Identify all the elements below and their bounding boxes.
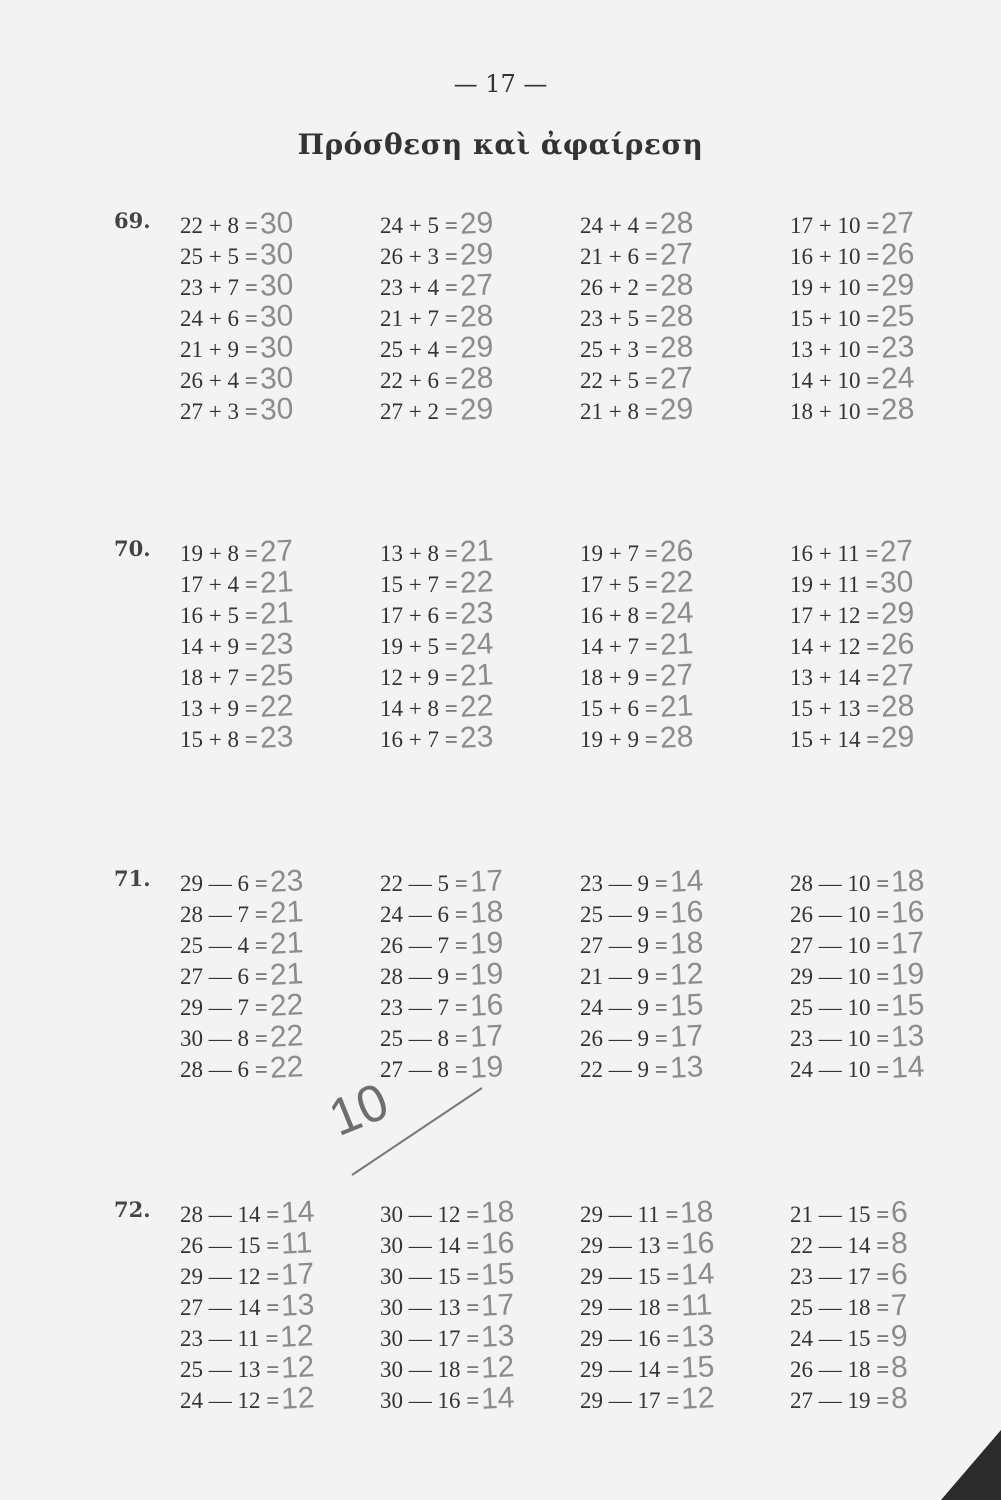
page-title: Πρόσθεση καὶ ἀφαίρεση: [297, 128, 704, 161]
handwritten-answer: 29: [458, 237, 494, 272]
handwritten-answer: 17: [480, 1288, 516, 1323]
page-corner-shadow: [941, 1430, 1001, 1500]
handwritten-answer: 26: [880, 627, 916, 662]
problem-expression: 28 — 7 =: [180, 902, 268, 927]
problem-expression: 25 — 10 =: [790, 995, 890, 1020]
handwritten-answer: 28: [880, 689, 916, 724]
problem-expression: 23 — 9 =: [580, 871, 668, 896]
exercise-number: 70.: [114, 536, 151, 561]
handwritten-answer: 8: [890, 1226, 909, 1261]
handwritten-answer: 23: [458, 720, 494, 755]
problem-expression: 21 + 7 =: [380, 306, 458, 331]
problem-expression: 17 + 12 =: [790, 603, 880, 628]
handwritten-answer: 23: [258, 720, 294, 755]
problem-expression: 23 — 7 =: [380, 995, 468, 1020]
problem-expression: 29 — 13 =: [580, 1233, 680, 1258]
handwritten-answer: 24: [658, 596, 694, 631]
handwritten-answer: 22: [268, 1019, 304, 1054]
handwritten-answer: 12: [680, 1381, 716, 1416]
handwritten-answer: 21: [458, 534, 494, 569]
handwritten-answer: 17: [668, 1019, 704, 1054]
problem-expression: 16 + 11 =: [790, 541, 879, 566]
handwritten-answer: 17: [468, 864, 504, 899]
handwritten-answer: 27: [658, 237, 694, 272]
handwritten-answer: 24: [880, 361, 916, 396]
handwritten-answer: 14: [280, 1195, 316, 1230]
problem-expression: 22 — 9 =: [580, 1057, 668, 1082]
handwritten-answer: 13: [280, 1288, 316, 1323]
problem-expression: 14 + 8 =: [380, 696, 458, 721]
problem-expression: 23 + 4 =: [380, 275, 458, 300]
handwritten-answer: 23: [458, 596, 494, 631]
handwritten-answer: 19: [468, 1050, 504, 1085]
problem-expression: 24 — 6 =: [380, 902, 468, 927]
handwritten-answer: 22: [268, 1050, 304, 1085]
problem-expression: 29 — 15 =: [580, 1264, 680, 1289]
problem-expression: 30 — 14 =: [380, 1233, 480, 1258]
handwritten-answer: 29: [458, 392, 494, 427]
handwritten-answer: 17: [468, 1019, 504, 1054]
handwritten-answer: 14: [480, 1381, 516, 1416]
handwritten-answer: 25: [880, 299, 916, 334]
problem-expression: 22 + 6 =: [380, 368, 458, 393]
handwritten-answer: 27: [258, 534, 294, 569]
problem-expression: 16 + 7 =: [380, 727, 458, 752]
handwritten-answer: 30: [258, 206, 294, 241]
handwritten-answer: 16: [890, 895, 926, 930]
problem-expression: 28 — 10 =: [790, 871, 890, 896]
problem-expression: 24 — 10 =: [790, 1057, 890, 1082]
problem-expression: 14 + 12 =: [790, 634, 880, 659]
handwritten-answer: 22: [658, 565, 694, 600]
handwritten-answer: 28: [658, 268, 694, 303]
problem-expression: 30 — 18 =: [380, 1357, 480, 1382]
handwritten-answer: 22: [458, 689, 494, 724]
problem-expression: 17 + 5 =: [580, 572, 658, 597]
problem-expression: 27 — 19 =: [790, 1388, 890, 1413]
problem-expression: 29 — 17 =: [580, 1388, 680, 1413]
handwritten-answer: 6: [890, 1257, 909, 1292]
handwritten-answer: 7: [890, 1288, 909, 1323]
handwritten-answer: 28: [658, 720, 694, 755]
problem-expression: 19 + 11 =: [790, 572, 879, 597]
problem-expression: 14 + 9 =: [180, 634, 258, 659]
problem-expression: 21 — 15 =: [790, 1202, 890, 1227]
handwritten-answer: 18: [679, 1195, 715, 1230]
problem-expression: 27 — 6 =: [180, 964, 268, 989]
problem-expression: 30 — 8 =: [180, 1026, 268, 1051]
problem-expression: 19 + 8 =: [180, 541, 258, 566]
problem-expression: 30 — 13 =: [380, 1295, 480, 1320]
problem-expression: 27 + 2 =: [380, 399, 458, 424]
problem-expression: 28 — 9 =: [380, 964, 468, 989]
handwritten-answer: 21: [658, 689, 694, 724]
handwritten-answer: 30: [879, 565, 915, 600]
handwritten-answer: 15: [890, 988, 926, 1023]
handwritten-answer: 19: [890, 957, 926, 992]
problem-expression: 13 + 8 =: [380, 541, 458, 566]
problem-expression: 25 + 3 =: [580, 337, 658, 362]
handwritten-answer: 16: [668, 895, 704, 930]
handwritten-answer: 21: [658, 627, 694, 662]
exercise-number: 72.: [114, 1197, 151, 1222]
handwritten-answer: 28: [658, 330, 694, 365]
handwritten-answer: 21: [258, 565, 294, 600]
problem-expression: 29 — 16 =: [580, 1326, 680, 1351]
problem-expression: 22 + 8 =: [180, 213, 258, 238]
problem-expression: 24 + 4 =: [580, 213, 658, 238]
handwritten-answer: 18: [468, 895, 504, 930]
problem-expression: 26 + 3 =: [380, 244, 458, 269]
handwritten-answer: 12: [279, 1319, 315, 1354]
problem-expression: 24 + 6 =: [180, 306, 258, 331]
problem-expression: 22 — 5 =: [380, 871, 468, 896]
handwritten-answer: 8: [890, 1381, 909, 1416]
problem-expression: 26 — 18 =: [790, 1357, 890, 1382]
handwritten-answer: 30: [258, 361, 294, 396]
problem-expression: 12 + 9 =: [380, 665, 458, 690]
problem-expression: 17 + 6 =: [380, 603, 458, 628]
problem-expression: 22 + 5 =: [580, 368, 658, 393]
problem-expression: 27 — 14 =: [180, 1295, 280, 1320]
problem-expression: 23 — 17 =: [790, 1264, 890, 1289]
handwritten-answer: 12: [668, 957, 704, 992]
handwritten-answer: 30: [258, 299, 294, 334]
problem-expression: 14 + 10 =: [790, 368, 880, 393]
handwritten-answer: 28: [880, 392, 916, 427]
handwritten-answer: 14: [680, 1257, 716, 1292]
problem-expression: 15 + 13 =: [790, 696, 880, 721]
problem-expression: 21 + 6 =: [580, 244, 658, 269]
problem-expression: 17 + 10 =: [790, 213, 880, 238]
handwritten-answer: 30: [258, 237, 294, 272]
problem-expression: 14 + 7 =: [580, 634, 658, 659]
problem-expression: 23 — 10 =: [790, 1026, 890, 1051]
handwritten-answer: 27: [458, 268, 494, 303]
problem-expression: 29 — 10 =: [790, 964, 890, 989]
handwritten-answer: 19: [468, 957, 504, 992]
problem-expression: 21 + 8 =: [580, 399, 658, 424]
handwritten-answer: 19: [468, 926, 504, 961]
problem-expression: 26 — 15 =: [180, 1233, 280, 1258]
handwritten-answer: 15: [480, 1257, 516, 1292]
problem-expression: 15 + 6 =: [580, 696, 658, 721]
problem-expression: 21 — 9 =: [580, 964, 668, 989]
handwritten-answer: 30: [258, 392, 294, 427]
problem-expression: 15 + 7 =: [380, 572, 458, 597]
handwritten-answer: 15: [668, 988, 704, 1023]
handwritten-answer: 27: [880, 658, 916, 693]
handwritten-answer: 29: [880, 268, 916, 303]
problem-expression: 26 + 4 =: [180, 368, 258, 393]
handwritten-answer: 13: [668, 1050, 704, 1085]
handwritten-answer: 13: [480, 1319, 516, 1354]
handwritten-answer: 28: [458, 361, 494, 396]
handwritten-answer: 30: [258, 268, 294, 303]
problem-expression: 26 + 2 =: [580, 275, 658, 300]
problem-expression: 29 — 6 =: [180, 871, 268, 896]
problem-expression: 24 + 5 =: [380, 213, 458, 238]
problem-expression: 26 — 10 =: [790, 902, 890, 927]
handwritten-answer: 30: [258, 330, 294, 365]
problem-expression: 18 + 7 =: [180, 665, 258, 690]
problem-expression: 30 — 12 =: [380, 1202, 480, 1227]
problem-expression: 29 — 18 =: [580, 1295, 680, 1320]
problem-expression: 16 + 10 =: [790, 244, 880, 269]
problem-expression: 30 — 15 =: [380, 1264, 480, 1289]
problem-expression: 29 — 7 =: [180, 995, 268, 1020]
handwritten-answer: 12: [480, 1350, 516, 1385]
problem-expression: 21 + 9 =: [180, 337, 258, 362]
handwritten-answer: 21: [458, 658, 494, 693]
problem-expression: 22 — 14 =: [790, 1233, 890, 1258]
grade-mark: 10: [321, 1072, 397, 1148]
handwritten-answer: 14: [668, 864, 704, 899]
handwritten-answer: 12: [280, 1350, 316, 1385]
problem-expression: 15 + 14 =: [790, 727, 880, 752]
problem-expression: 30 — 17 =: [380, 1326, 480, 1351]
handwritten-answer: 21: [268, 926, 304, 961]
handwritten-answer: 13: [680, 1319, 716, 1354]
handwritten-answer: 24: [458, 627, 494, 662]
handwritten-answer: 26: [880, 237, 916, 272]
problem-expression: 18 + 10 =: [790, 399, 880, 424]
problem-expression: 27 — 10 =: [790, 933, 890, 958]
handwritten-answer: 22: [258, 689, 294, 724]
handwritten-answer: 13: [890, 1019, 926, 1054]
handwritten-answer: 29: [458, 206, 494, 241]
problem-expression: 25 — 8 =: [380, 1026, 468, 1051]
handwritten-answer: 28: [458, 299, 494, 334]
handwritten-answer: 16: [680, 1226, 716, 1261]
problem-expression: 23 + 5 =: [580, 306, 658, 331]
handwritten-answer: 21: [258, 596, 294, 631]
handwritten-answer: 18: [480, 1195, 516, 1230]
handwritten-answer: 25: [258, 658, 294, 693]
handwritten-answer: 27: [879, 534, 915, 569]
problem-expression: 16 + 5 =: [180, 603, 258, 628]
handwritten-answer: 21: [268, 895, 304, 930]
problem-expression: 27 — 9 =: [580, 933, 668, 958]
problem-expression: 13 + 14 =: [790, 665, 880, 690]
problem-expression: 19 + 7 =: [580, 541, 658, 566]
handwritten-answer: 11: [280, 1226, 314, 1261]
problem-expression: 19 + 9 =: [580, 727, 658, 752]
handwritten-answer: 29: [658, 392, 694, 427]
exercise-number: 71.: [114, 866, 151, 891]
problem-expression: 24 — 15 =: [790, 1326, 890, 1351]
problem-expression: 27 — 8 =: [380, 1057, 468, 1082]
problem-expression: 28 — 6 =: [180, 1057, 268, 1082]
handwritten-answer: 23: [258, 627, 294, 662]
handwritten-answer: 18: [668, 926, 704, 961]
problem-expression: 15 + 8 =: [180, 727, 258, 752]
exercise-number: 69.: [114, 208, 151, 233]
problem-expression: 24 — 9 =: [580, 995, 668, 1020]
handwritten-answer: 23: [268, 864, 304, 899]
handwritten-answer: 29: [458, 330, 494, 365]
problem-expression: 19 + 10 =: [790, 275, 880, 300]
handwritten-answer: 26: [658, 534, 694, 569]
problem-expression: 13 + 9 =: [180, 696, 258, 721]
handwritten-answer: 6: [890, 1195, 909, 1230]
problem-expression: 25 + 4 =: [380, 337, 458, 362]
problem-expression: 29 — 11 =: [580, 1202, 679, 1227]
handwritten-answer: 28: [658, 206, 694, 241]
handwritten-answer: 12: [280, 1381, 316, 1416]
handwritten-answer: 16: [480, 1226, 516, 1261]
handwritten-answer: 11: [680, 1288, 714, 1323]
handwritten-answer: 27: [658, 361, 694, 396]
problem-expression: 25 — 13 =: [180, 1357, 280, 1382]
problem-expression: 25 + 5 =: [180, 244, 258, 269]
handwritten-answer: 17: [280, 1257, 316, 1292]
page-number: — 17 —: [453, 70, 548, 98]
handwritten-answer: 8: [890, 1350, 909, 1385]
handwritten-answer: 16: [468, 988, 504, 1023]
problem-expression: 23 — 11 =: [180, 1326, 279, 1351]
problem-expression: 25 — 18 =: [790, 1295, 890, 1320]
handwritten-answer: 29: [880, 596, 916, 631]
handwritten-answer: 27: [880, 206, 916, 241]
problem-expression: 23 + 7 =: [180, 275, 258, 300]
problem-expression: 29 — 14 =: [580, 1357, 680, 1382]
handwritten-answer: 9: [890, 1319, 909, 1354]
handwritten-answer: 23: [880, 330, 916, 365]
handwritten-answer: 18: [890, 864, 926, 899]
handwritten-answer: 14: [890, 1050, 926, 1085]
problem-expression: 18 + 9 =: [580, 665, 658, 690]
problem-expression: 19 + 5 =: [380, 634, 458, 659]
problem-expression: 15 + 10 =: [790, 306, 880, 331]
handwritten-answer: 22: [458, 565, 494, 600]
handwritten-answer: 22: [268, 988, 304, 1023]
problem-expression: 26 — 7 =: [380, 933, 468, 958]
problem-expression: 30 — 16 =: [380, 1388, 480, 1413]
handwritten-answer: 29: [880, 720, 916, 755]
problem-expression: 16 + 8 =: [580, 603, 658, 628]
problem-expression: 25 — 9 =: [580, 902, 668, 927]
problem-expression: 24 — 12 =: [180, 1388, 280, 1413]
problem-expression: 13 + 10 =: [790, 337, 880, 362]
handwritten-answer: 17: [890, 926, 926, 961]
problem-expression: 17 + 4 =: [180, 572, 258, 597]
handwritten-answer: 21: [268, 957, 304, 992]
problem-expression: 25 — 4 =: [180, 933, 268, 958]
problem-expression: 29 — 12 =: [180, 1264, 280, 1289]
handwritten-answer: 15: [680, 1350, 716, 1385]
problem-expression: 27 + 3 =: [180, 399, 258, 424]
handwritten-answer: 27: [658, 658, 694, 693]
problem-expression: 26 — 9 =: [580, 1026, 668, 1051]
handwritten-answer: 28: [658, 299, 694, 334]
problem-expression: 28 — 14 =: [180, 1202, 280, 1227]
